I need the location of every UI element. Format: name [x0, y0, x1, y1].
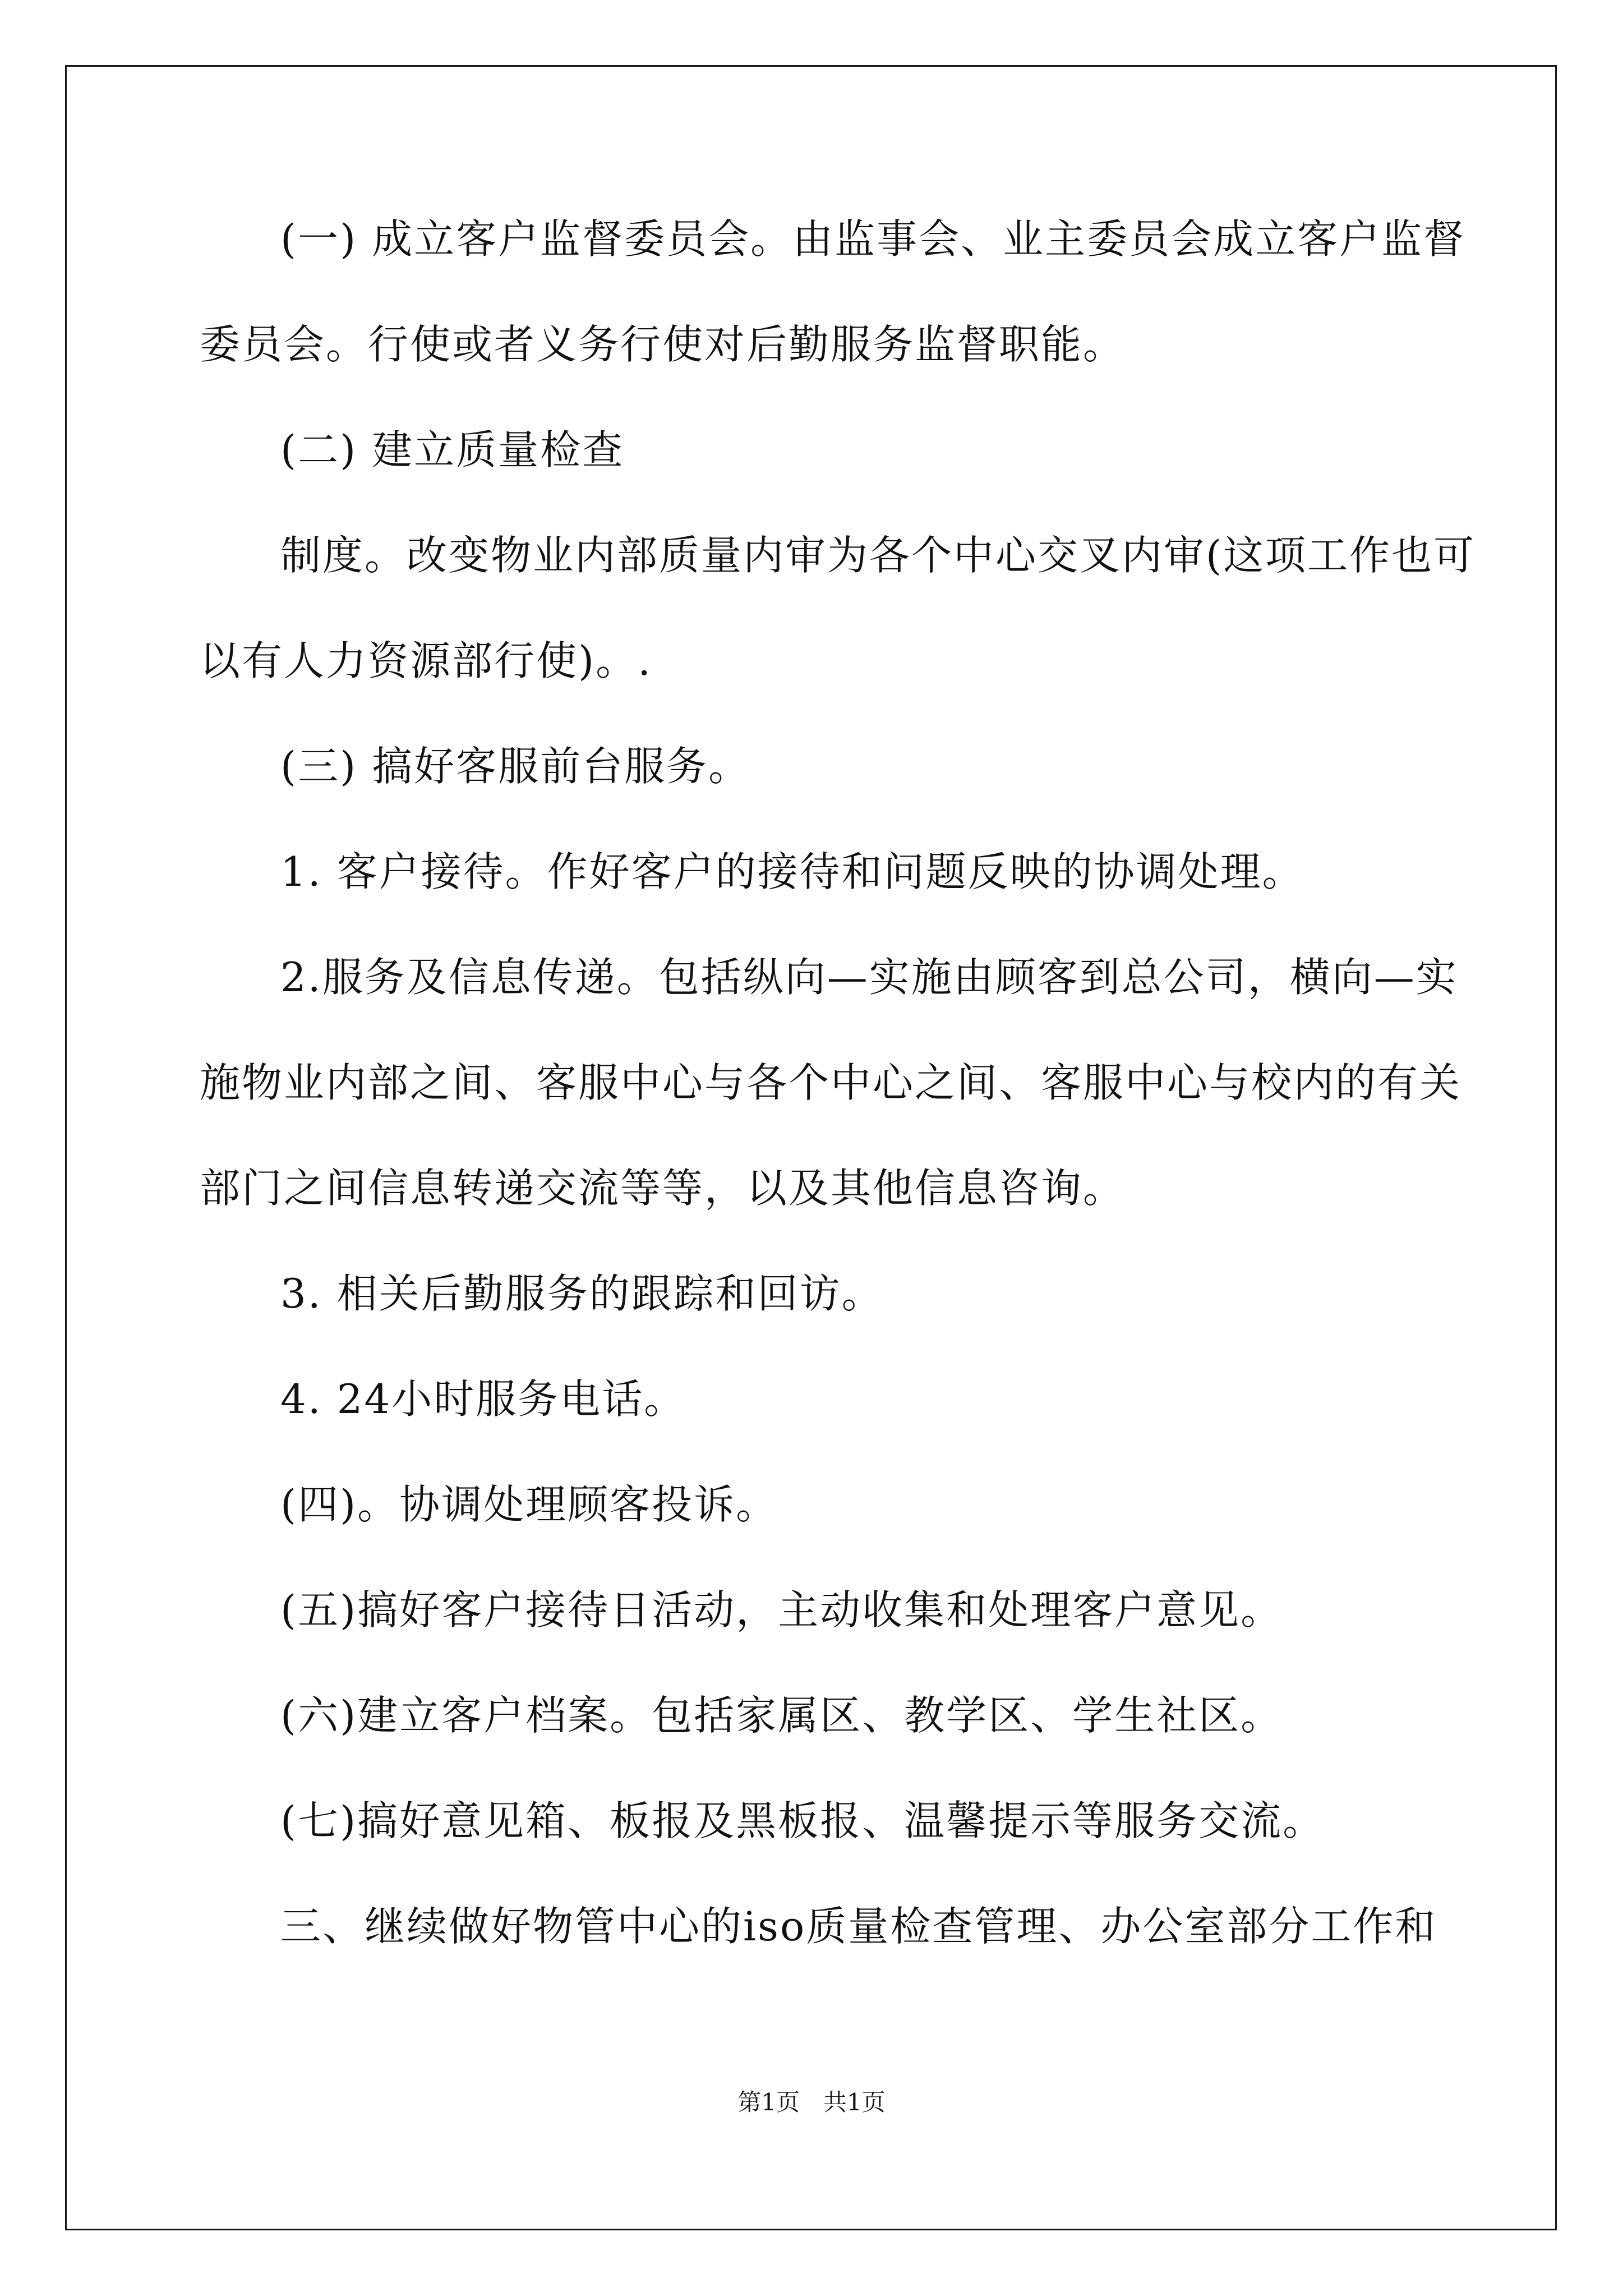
text-line: 3. 相关后勤服务的跟踪和回访。	[280, 1270, 884, 1317]
text-line: (七)搞好意见箱、板报及黑板报、温馨提示等服务交流。	[280, 1797, 1325, 1844]
text-line: (一) 成立客户监督委员会。由监事会、业主委员会成立客户监督	[280, 215, 1466, 263]
text-line: (二) 建立质量检查	[280, 426, 625, 473]
text-line: (六)建立客户档案。包括家属区、教学区、学生社区。	[280, 1692, 1283, 1739]
page-number-footer: 第1页 共1页	[737, 2088, 886, 2116]
text-line: 1. 客户接待。作好客户的接待和问题反映的协调处理。	[280, 848, 1304, 895]
text-line: 部门之间信息转递交流等等，以及其他信息咨询。	[200, 1165, 1126, 1212]
text-line: 三、继续做好物管中心的iso质量检查管理、办公室部分工作和	[280, 1903, 1437, 1950]
text-line: 施物业内部之间、客服中心与各个中心之间、客服中心与校内的有关	[200, 1059, 1462, 1106]
text-line: 委员会。行使或者义务行使对后勤服务监督职能。	[200, 321, 1126, 368]
text-line: (四)。协调处理顾客投诉。	[280, 1481, 778, 1528]
text-line: 制度。改变物业内部质量内审为各个中心交叉内审(这项工作也可	[280, 532, 1476, 579]
text-line: 2.服务及信息传递。包括纵向—实施由顾客到总公司，横向—实	[280, 954, 1458, 1001]
text-line: (五)搞好客户接待日活动，主动收集和处理客户意见。	[280, 1586, 1283, 1634]
text-line: (三) 搞好客服前台服务。	[280, 743, 751, 790]
text-line: 以有人力资源部行使)。.	[200, 637, 652, 684]
text-line: 4. 24小时服务电话。	[280, 1375, 686, 1423]
